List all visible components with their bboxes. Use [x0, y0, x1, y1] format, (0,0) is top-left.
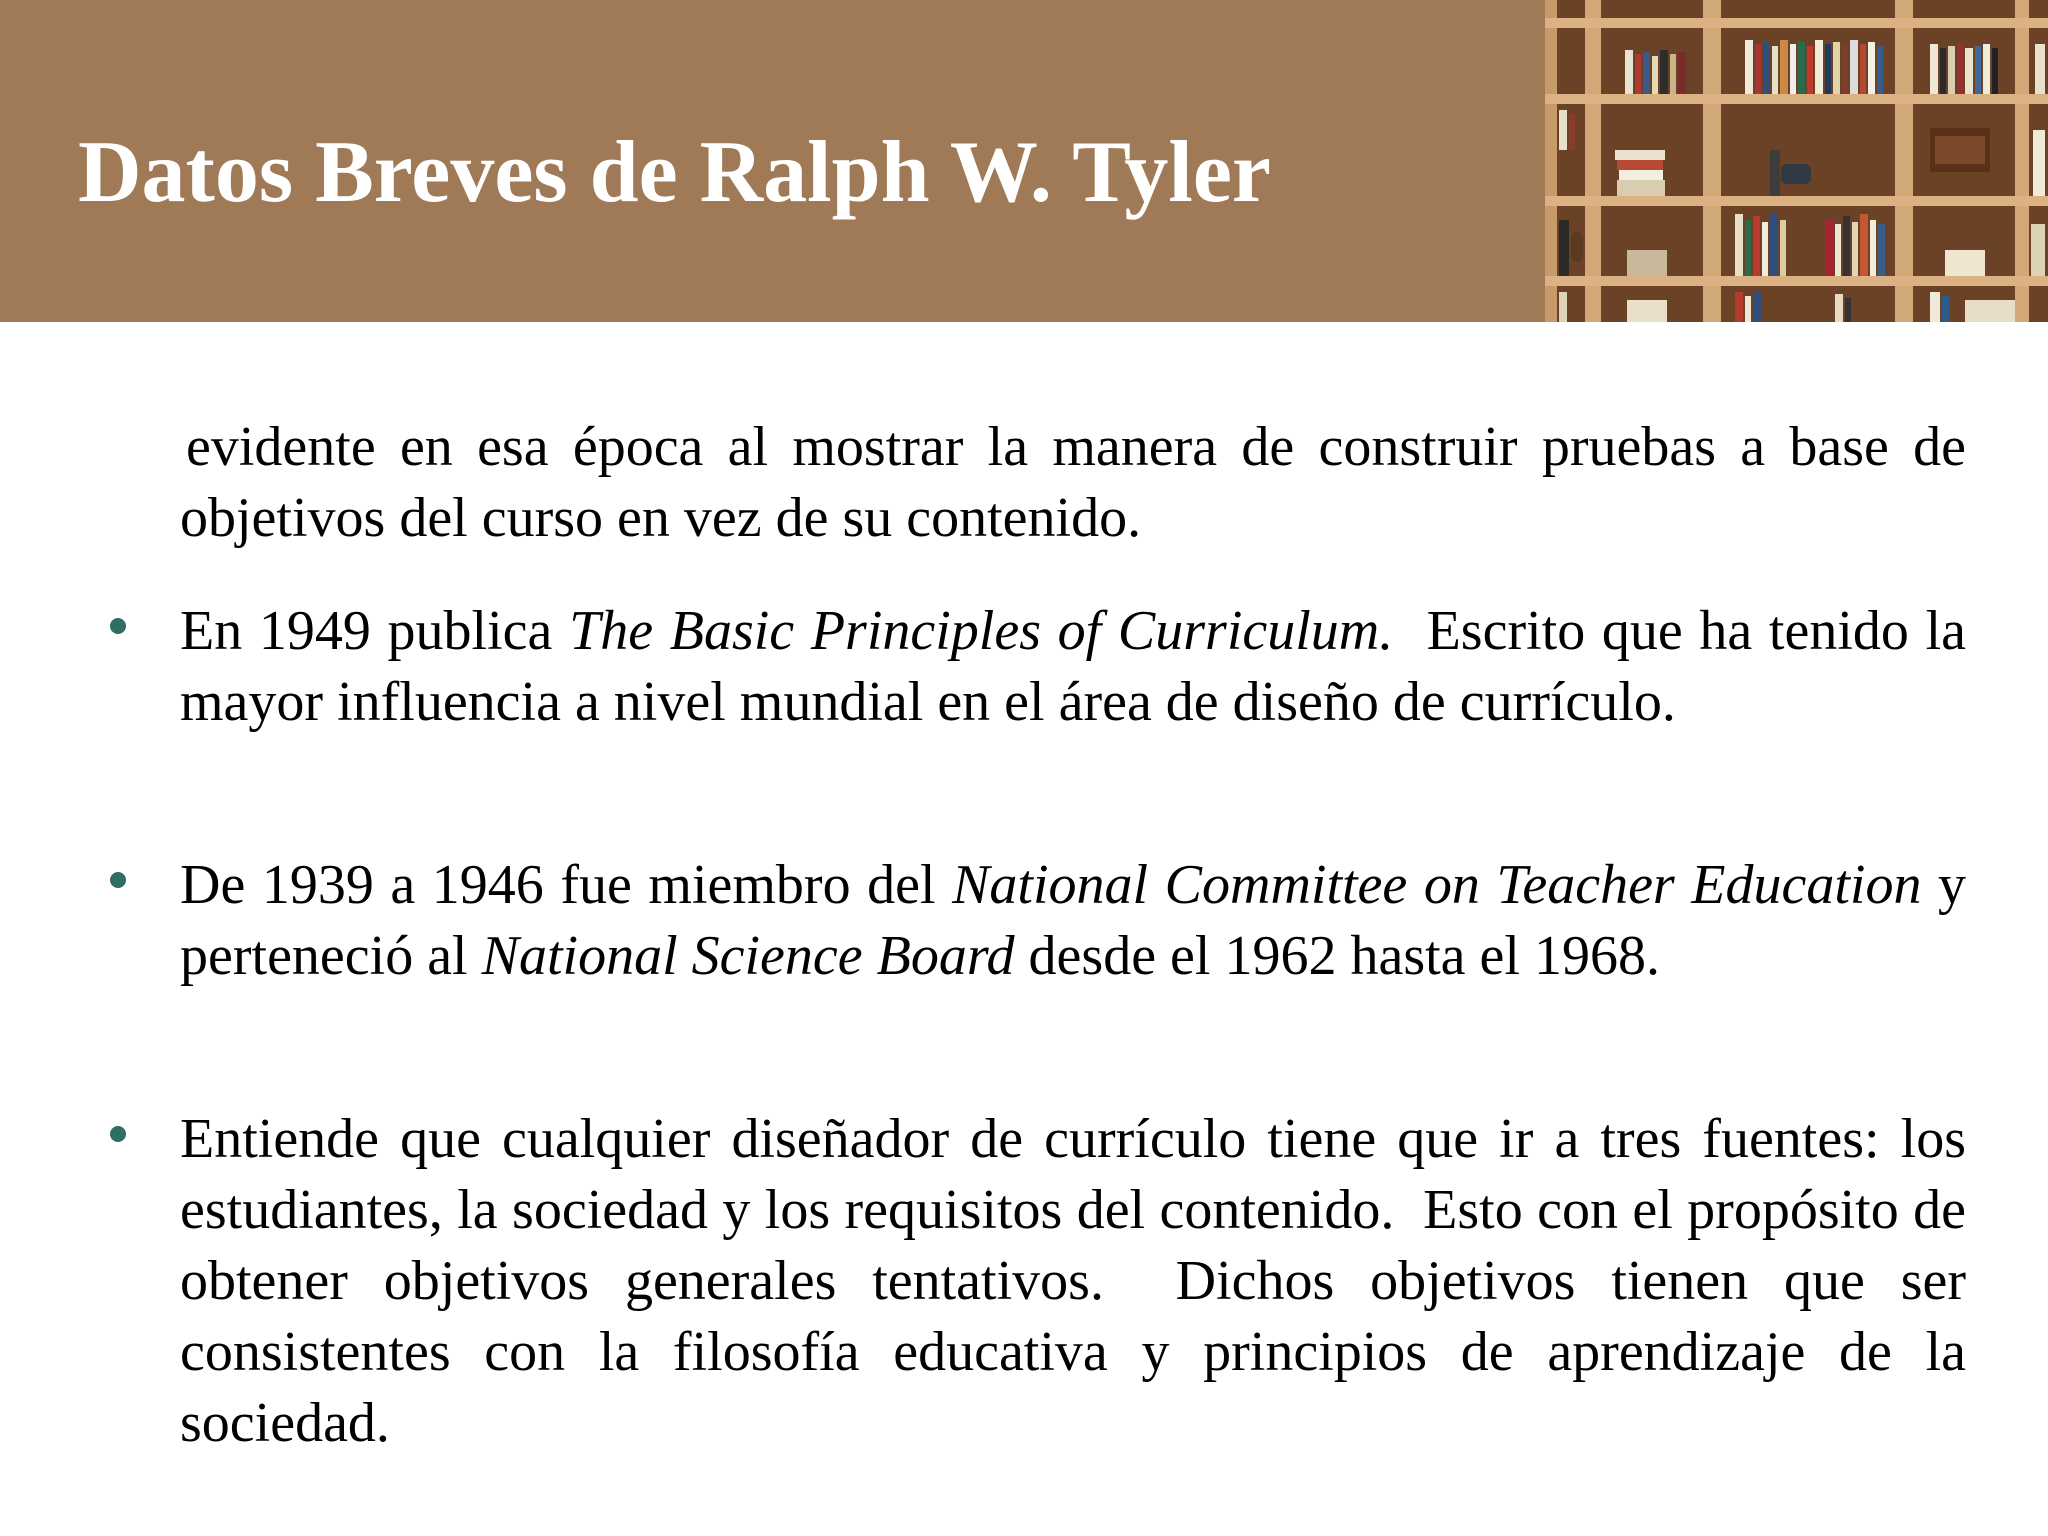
bullet-text: Entiende que cualquier diseñador de currículo tiene que ir a tres fuentes: los estudiantes, la sociedad y los requisitos del contenido. Esto con el propósito de obtener objetivos generales tentativos. Dichos objetivos tienen que ser consistentes con la filosofía educativa y principios de aprendizaje de la sociedad.: [180, 1108, 1980, 1454]
book-title: The Basic Principles of Curriculum.: [569, 600, 1394, 662]
bullet-text-pre: De 1939 a 1946 fue miembro del: [180, 854, 953, 916]
bullet-text-pre: En 1949 publica: [180, 600, 570, 662]
slide-title: Datos Breves de Ralph W. Tyler: [78, 124, 1271, 221]
round-bullet-icon: [106, 866, 136, 896]
paragraph-text: evidente en esa época al mostrar la manera de construir pruebas a base de objetivos del curso en vez de su contenido.: [180, 416, 1966, 549]
committee-name: National Committee on Teacher Education: [952, 854, 1922, 916]
bullet-text-post: Escrito que ha tenido la mayor influencia a nivel mundial en el área de diseño de currículo.: [180, 600, 1980, 733]
bullet-text-mid: y perteneció al: [180, 854, 1966, 987]
round-bullet-icon: [106, 1120, 136, 1150]
bullet-item-basic-principles: [180, 596, 1980, 738]
board-name: National Science Board: [481, 925, 1015, 987]
bullet-item-sources: [180, 1104, 1980, 1459]
paragraph-continuation: [180, 412, 1966, 554]
round-bullet-icon: [106, 612, 136, 642]
bullet-item-committees: [180, 850, 1966, 992]
bullet-text-post: desde el 1962 hasta el 1968.: [1014, 925, 1660, 987]
